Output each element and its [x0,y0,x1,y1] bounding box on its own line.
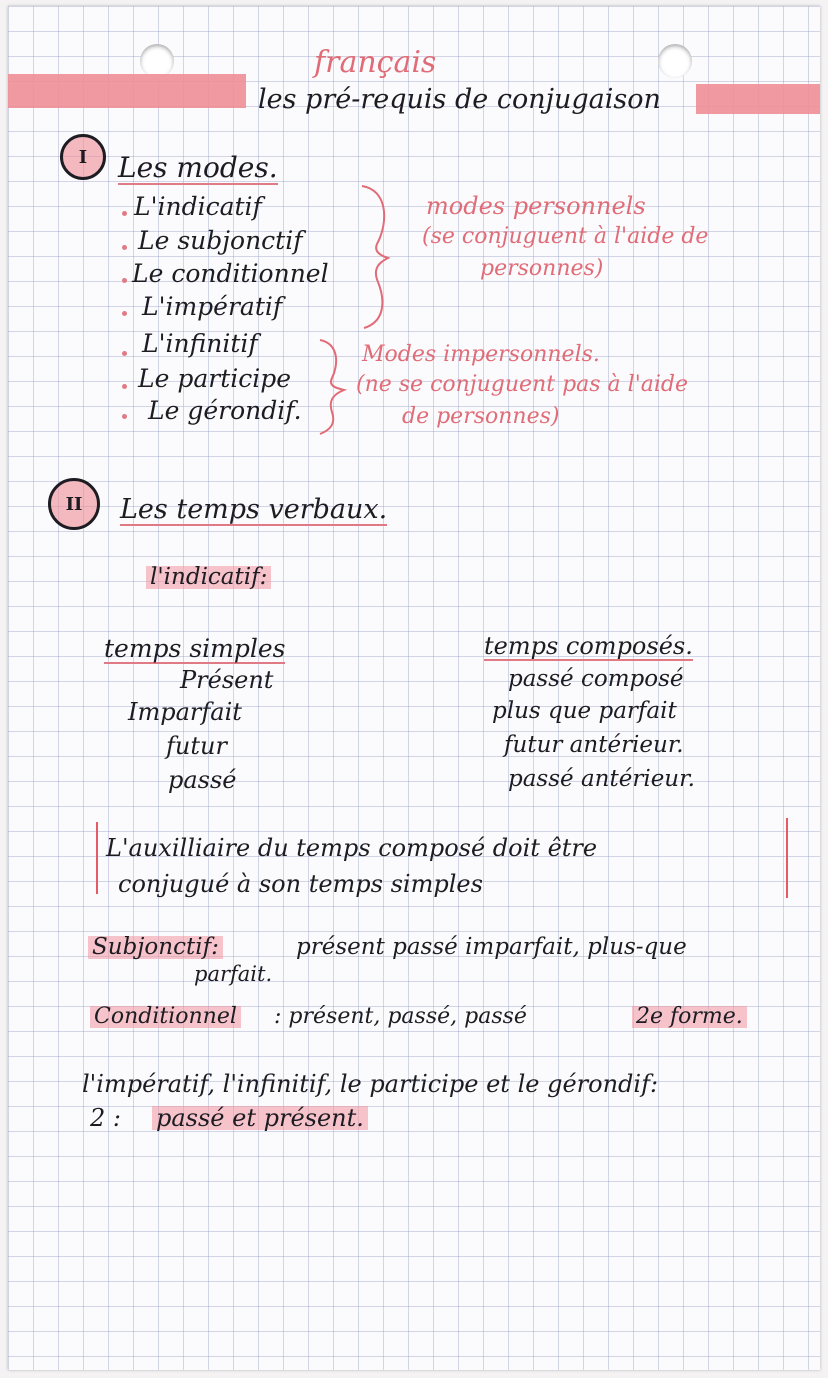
rule-text-cont: conjugué à son temps simples [118,870,483,898]
bullet [122,311,127,316]
section2-heading: Les temps verbaux. [120,494,388,525]
brace-personal [358,182,398,332]
indicatif-label: l'indicatif: [146,566,271,589]
compound-tense: passé composé [508,666,684,692]
personal-modes-title: modes personnels [426,192,646,220]
binder-hole-left [140,44,174,78]
binder-hole-right [658,44,692,78]
bullet [122,351,127,356]
compound-tenses-heading: temps composés. [484,632,693,660]
conditionnel-form: 2e forme. [632,1006,747,1028]
other-modes-count: 2 : [90,1104,121,1132]
mode-item: L'infinitif [142,329,258,358]
impersonal-modes-note-cont: de personnes) [402,404,560,429]
bullet [122,278,127,283]
impersonal-modes-note: (ne se conjuguent pas à l'aide [356,372,688,397]
subjonctif-label: Subjonctif: [88,936,223,959]
bullet [122,414,127,419]
simple-tense: futur [166,732,227,760]
section1-heading: Les modes. [118,151,278,184]
impersonal-modes-title: Modes impersonnels. [362,342,600,367]
mode-item: Le participe [138,364,292,393]
subjonctif-tenses: présent passé imparfait, plus-que [296,934,687,960]
bullet [122,384,127,389]
mode-item: Le subjonctif [138,226,303,255]
personal-modes-note: (se conjuguent à l'aide de [422,224,709,249]
compound-tense: futur antérieur. [504,732,684,758]
brace-impersonal [316,336,356,436]
conditionnel-label: Conditionnel [90,1006,241,1028]
simple-tense: Imparfait [128,698,242,726]
bullet [122,245,127,250]
rule-text: L'auxilliaire du temps composé doit être [106,834,598,862]
conditionnel-tenses: : présent, passé, passé [274,1004,527,1029]
simple-tenses-heading: temps simples [104,634,286,663]
page-title: les pré-requis de conjugaison [258,84,661,115]
subjonctif-tenses-cont: parfait. [194,962,273,986]
personal-modes-note-cont: personnes) [480,256,604,281]
mode-item: L'impératif [142,292,283,321]
header-band-left [8,74,246,108]
other-modes-tenses: passé et présent. [152,1106,368,1130]
mode-item: Le conditionnel [132,259,329,288]
rule-bar-left [96,822,98,894]
compound-tense: passé antérieur. [508,766,695,792]
other-modes: l'impératif, l'infinitif, le participe et le gérondif: [82,1070,659,1098]
section-number-1: I [60,134,106,180]
simple-tense: passé [168,766,237,794]
rule-bar-right [786,818,788,898]
section-number-2: II [48,478,100,530]
compound-tense: plus que parfait [492,698,677,724]
bullet [122,211,127,216]
subject-title: français [314,45,437,80]
simple-tense: Présent [180,666,274,694]
mode-item: L'indicatif [134,192,262,221]
notebook-page [8,6,820,1370]
header-band-right [696,84,820,114]
mode-item: Le gérondif. [148,396,302,425]
